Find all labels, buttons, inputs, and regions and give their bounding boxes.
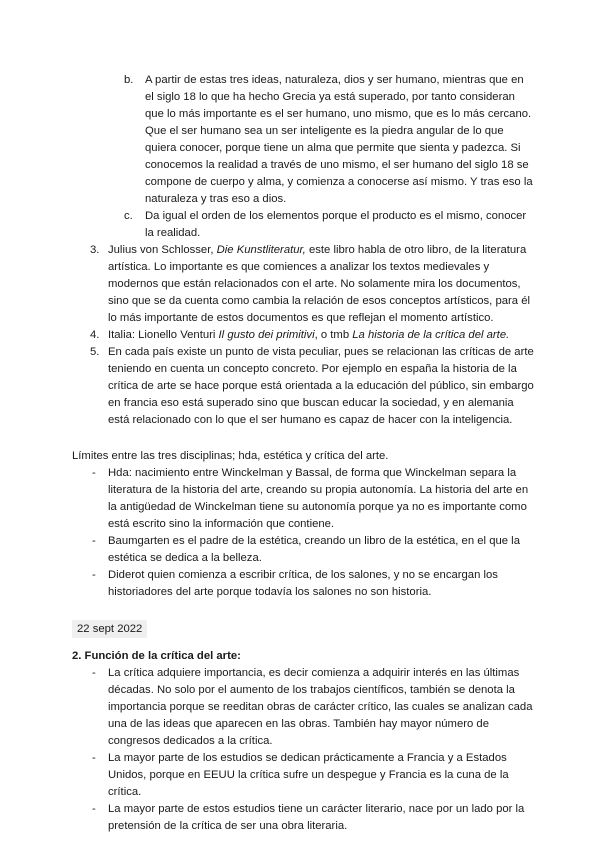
text-run: Italia: Lionello Venturi	[108, 329, 219, 341]
list-item-text	[145, 72, 585, 208]
text-line: una de las ideas que aparecen en las obras. También hay mayor número de	[108, 718, 489, 730]
text-line	[108, 242, 578, 259]
list-marker: b.	[124, 74, 134, 86]
bullet-text	[108, 750, 578, 801]
date-chip[interactable]: 22 sept 2022	[72, 620, 147, 638]
text-line: pretensión de la crítica de ser una obra literaria.	[108, 820, 348, 832]
text-run: Julius von Schlosser,	[108, 244, 217, 256]
book-title: Die Kunstliteratur,	[216, 244, 306, 256]
list-marker: 5.	[90, 346, 100, 358]
text-line: A partir de estas tres ideas, naturaleza, dios y ser humano, mientras que en	[145, 74, 524, 86]
bullet-marker: -	[92, 467, 96, 479]
bullet-text	[108, 567, 578, 601]
text-line: crítica.	[108, 786, 142, 798]
text-line: conocemos la realidad a través de uno mismo, el ser humano del siglo 18 se	[145, 159, 529, 171]
text-line: que lo más importante es el ser humano, uno mismo, que es lo más cercano.	[145, 108, 532, 120]
text-line: La mayor parte de los estudios se dedican prácticamente a Francia y a Estados	[108, 752, 507, 764]
text-line: décadas. No solo por el aumento de los trabajos científicos, también se denota la	[108, 684, 515, 696]
text-line: naturaleza y tras eso a dios.	[145, 193, 287, 205]
section-heading: 2. Función de la crítica del arte:	[72, 650, 241, 662]
text-line: importancia porque se reeditan obras de carácter crítico, las cuales se analizan cada	[108, 701, 533, 713]
text-line: Unidos, porque en EEUU la crítica sufre un despegue y Francia es la cuna de la	[108, 769, 509, 781]
paragraph-limits-intro: Límites entre las tres disciplinas; hda, estética y crítica del arte.	[72, 450, 389, 462]
text-line: sino que se da cuenta como cambia la relación de esos conceptos artísticos, para él	[108, 295, 530, 307]
bullet-text	[108, 465, 578, 533]
text-line: crítica de arte se hace porque está orientada a la educación del público, sin embargo	[108, 380, 534, 392]
text-line: quiera conocer, porque tiene un alma que permite que sienta y padezca. Si	[145, 142, 521, 154]
text-run: este libro habla de otro libro, de la literatura	[305, 244, 527, 256]
text-line: en francia eso está superado sino que buscan educar la sociedad, y en alemania	[108, 397, 514, 409]
bullet-marker: -	[92, 569, 96, 581]
bullet-marker: -	[92, 752, 96, 764]
bullet-marker: -	[92, 535, 96, 547]
text-line: congresos dedicados a la crítica.	[108, 735, 273, 747]
text-line: estética se dedica a la belleza.	[108, 552, 262, 564]
text-line: Que el ser humano sea un ser inteligente es la piedra angular de lo que	[145, 125, 504, 137]
text-line: Baumgarten es el padre de la estética, creando un libro de la estética, en el que la	[108, 535, 520, 547]
bullet-text	[108, 533, 578, 567]
text-line: Da igual el orden de los elementos porque el producto es el mismo, conocer	[145, 210, 527, 222]
text-run: , o tmb	[314, 329, 353, 341]
bullet-marker: -	[92, 667, 96, 679]
bullet-text	[108, 665, 578, 750]
book-title: Il gusto dei primitivi	[218, 329, 315, 341]
text-line: La mayor parte de estos estudios tiene un carácter literario, nace por un lado por la	[108, 803, 525, 815]
text-line: Hda: nacimiento entre Winckelman y Bassal, de forma que Winckelman separa la	[108, 467, 517, 479]
text-line: la realidad.	[145, 227, 201, 239]
text-line: historiadores del arte porque todavía los salones no son historia.	[108, 586, 432, 598]
text-line: está escrito sino la información que contiene.	[108, 518, 335, 530]
bullet-text	[108, 801, 578, 835]
bullet-marker: -	[92, 803, 96, 815]
list-marker: c.	[124, 210, 133, 222]
text-line: está relacionado con lo que el ser humano es capaz de hacer con la inteligencia.	[108, 414, 513, 426]
list-marker: 3.	[90, 244, 100, 256]
book-title: La historia de la crítica del arte.	[352, 329, 510, 341]
text-line: la antigüedad de Winckelman tiene su autonomía porque ya no es importante como	[108, 501, 527, 513]
text-line: lo más importante de estos documentos es que reflejan el momento artístico.	[108, 312, 494, 324]
text-line: modernos que están relacionados con el arte. No solamente mira los documentos,	[108, 278, 521, 290]
list-marker: 4.	[90, 329, 100, 341]
list-item-text	[108, 344, 578, 429]
text-line: La crítica adquiere importancia, es decir comienza a adquirir interés en las últimas	[108, 667, 520, 679]
text-line: En cada país existe un punto de vista peculiar, pues se relacionan las críticas de arte	[108, 346, 534, 358]
text-line: teniendo en cuenta un concepto concreto. Por ejemplo en españa la historia de la	[108, 363, 517, 375]
list-item-text	[108, 242, 578, 327]
text-line: Diderot quien comienza a escribir crítica, de los salones, y no se encargan los	[108, 569, 498, 581]
text-line: el siglo 18 lo que ha hecho Grecia ya está superado, por tanto consideran	[145, 91, 515, 103]
text-line	[108, 327, 578, 344]
text-line: literatura de la historia del arte, creando su propia autonomía. La historia del arte en	[108, 484, 529, 496]
text-line: artística. Lo importante es que comiences a analizar los textos medievales y	[108, 261, 490, 273]
list-item-text	[108, 327, 578, 344]
text-line: compone de cuerpo y alma, y comienza a conocerse así mismo. Y tras eso la	[145, 176, 533, 188]
list-item-text	[145, 208, 585, 242]
